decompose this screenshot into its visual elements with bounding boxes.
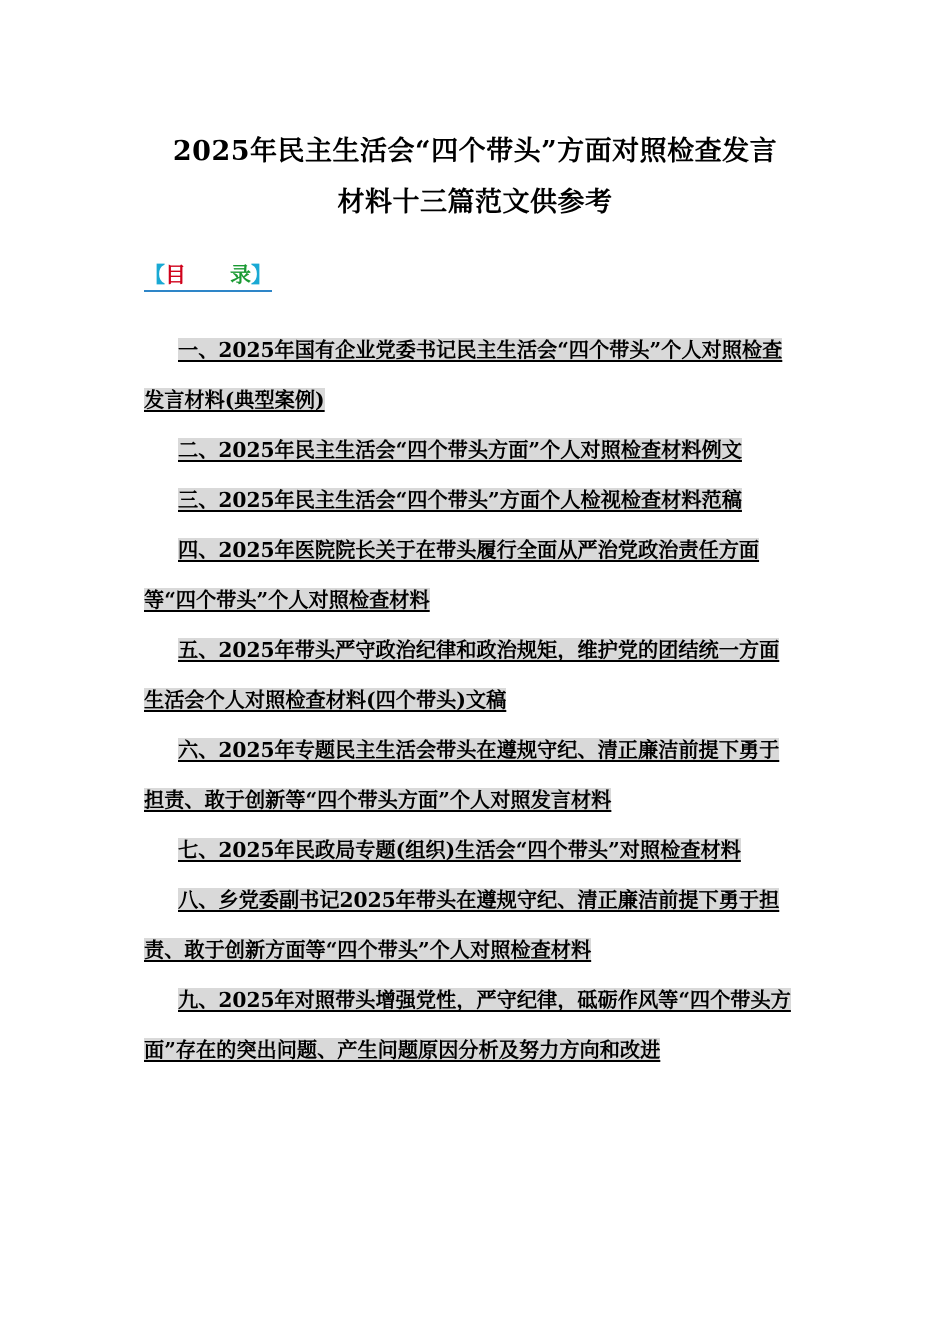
toc-entry-1 — [144, 325, 792, 425]
toc-link-2[interactable]: 二、2025年民主生活会“四个带头方面”个人对照检查材料例文 — [178, 438, 742, 462]
title-line-1: 2025年民主生活会“四个带头”方面对照检查发言 — [172, 136, 778, 167]
toc-entry-2 — [144, 425, 792, 475]
toc-entry-4 — [144, 525, 792, 625]
toc-link-5[interactable]: 五、2025年带头严守政治纪律和政治规矩，维护党的团结统一方面生活会个人对照检查材料(四个带头)文稿 — [144, 638, 780, 712]
toc-entry-8 — [144, 875, 792, 975]
toc-link-9[interactable]: 九、2025年对照带头增强党性，严守纪律，砥砺作风等“四个带头方面”存在的突出问题、产生问题原因分析及努力方向和改进 — [144, 988, 791, 1062]
table-of-contents — [144, 325, 792, 1075]
toc-entry-7 — [144, 825, 792, 875]
toc-entry-3 — [144, 475, 792, 525]
toc-link-4[interactable]: 四、2025年医院院长关于在带头履行全面从严治党政治责任方面等“四个带头”个人对照检查材料 — [144, 538, 760, 612]
toc-entry-6 — [144, 725, 792, 825]
toc-heading-close-bracket: 】 — [251, 262, 272, 287]
toc-heading-char-lu: 录 — [230, 262, 251, 287]
toc-link-7[interactable]: 七、2025年民政局专题(组织)生活会“四个带头”对照检查材料 — [178, 838, 741, 862]
toc-link-8[interactable]: 八、乡党委副书记2025年带头在遵规守纪、清正廉洁前提下勇于担责、敢于创新方面等“四个带头”个人对照检查材料 — [144, 888, 780, 962]
toc-entry-5 — [144, 625, 792, 725]
title-line-2: 材料十三篇范文供参考 — [337, 187, 613, 218]
toc-entry-9 — [144, 975, 792, 1075]
toc-heading-char-mu: 目 — [165, 262, 186, 287]
toc-heading — [144, 260, 272, 292]
document-title — [140, 126, 810, 228]
toc-link-6[interactable]: 六、2025年专题民主生活会带头在遵规守纪、清正廉洁前提下勇于担责、敢于创新等“四个带头方面”个人对照发言材料 — [144, 738, 780, 812]
toc-heading-open-bracket: 【 — [144, 262, 165, 287]
toc-link-3[interactable]: 三、2025年民主生活会“四个带头”方面个人检视检查材料范稿 — [178, 488, 742, 512]
toc-link-1[interactable]: 一、2025年国有企业党委书记民主生活会“四个带头”个人对照检查发言材料(典型案例) — [144, 338, 783, 412]
